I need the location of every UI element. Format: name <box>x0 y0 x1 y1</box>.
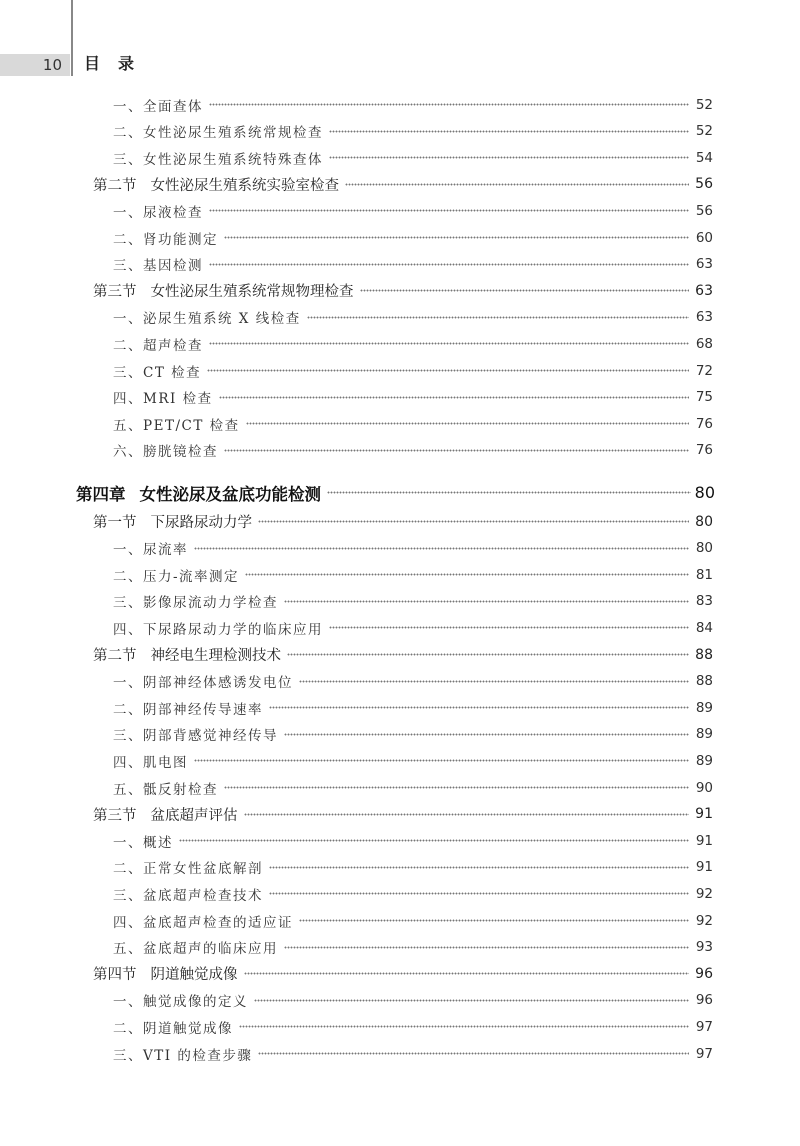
toc-entry-title <box>93 511 252 532</box>
dot-leader <box>244 972 690 975</box>
toc-entry-title <box>93 644 281 665</box>
dot-leader <box>244 813 690 816</box>
dot-leader <box>269 892 689 895</box>
toc-item[interactable] <box>0 827 800 854</box>
toc-item[interactable] <box>0 224 800 251</box>
toc-page-number: 88 <box>695 646 713 663</box>
toc-page-number: 96 <box>695 965 713 982</box>
toc-page-number: 72 <box>695 362 713 379</box>
toc-entry-title: 五、PET/CT 检查 <box>113 417 240 434</box>
toc-entry-title: 一、尿液检查 <box>113 204 203 221</box>
toc-page-number: 81 <box>695 566 713 583</box>
dot-leader <box>360 289 690 292</box>
toc-entry-title: 五、盆底超声的临床应用 <box>113 941 278 958</box>
toc-page-number: 96 <box>695 992 713 1009</box>
toc-item[interactable] <box>0 1040 800 1067</box>
toc-entry-title <box>76 481 321 505</box>
dot-leader <box>299 680 689 683</box>
toc-page-number: 60 <box>695 229 713 246</box>
toc-entry-title: 四、MRI 检查 <box>113 391 213 408</box>
dot-leader <box>224 236 689 239</box>
dot-leader <box>327 491 691 494</box>
dot-leader <box>329 156 689 159</box>
dot-leader <box>209 342 689 345</box>
toc-item[interactable] <box>0 588 800 615</box>
dot-leader <box>179 839 689 842</box>
toc-item[interactable] <box>0 410 800 437</box>
toc-entry-title: 三、女性泌尿生殖系统特殊查体 <box>113 151 323 168</box>
toc-page-number: 80 <box>695 513 713 530</box>
toc-entry-title: 二、女性泌尿生殖系统常规检查 <box>113 125 323 142</box>
toc-item[interactable] <box>0 357 800 384</box>
toc-page-number: 76 <box>695 415 713 432</box>
dot-leader <box>194 759 689 762</box>
toc-page-number: 75 <box>695 389 713 406</box>
toc-page-number: 92 <box>695 912 713 929</box>
dot-leader <box>207 369 689 372</box>
toc-entry-title: 三、CT 检查 <box>113 364 202 381</box>
toc-entry-number: 第三节 <box>93 284 137 301</box>
toc-item[interactable] <box>0 330 800 357</box>
toc-entry-title: 二、阴道触觉成像 <box>113 1020 233 1037</box>
dot-leader <box>209 263 689 266</box>
toc-item[interactable] <box>0 694 800 721</box>
toc-entry-title: 二、超声检查 <box>113 337 203 354</box>
toc-entry-number: 第四节 <box>93 967 137 984</box>
dot-leader <box>209 103 689 106</box>
toc-page-number: 83 <box>695 593 713 610</box>
toc-entry-label: 女性泌尿及盆底功能检测 <box>139 484 321 504</box>
toc-page-number: 89 <box>695 752 713 769</box>
toc-page-number: 52 <box>695 96 713 113</box>
dot-leader <box>258 520 689 523</box>
toc-page-number: 84 <box>695 619 713 636</box>
toc-item[interactable] <box>0 907 800 934</box>
toc-entry-title: 二、正常女性盆底解剖 <box>113 861 263 878</box>
toc-page-number: 76 <box>695 442 713 459</box>
toc-entry-title: 二、阴部神经传导速率 <box>113 701 263 718</box>
toc-page-number: 93 <box>695 939 713 956</box>
toc-page-number: 80 <box>694 483 715 503</box>
toc-item[interactable] <box>0 384 800 411</box>
toc-entry-title: 三、VTI 的检查步骤 <box>113 1047 253 1064</box>
toc-entry-title <box>93 963 238 984</box>
toc-item[interactable] <box>0 721 800 748</box>
toc-page-number: 63 <box>695 282 713 299</box>
toc-page-number: 97 <box>695 1045 713 1062</box>
toc-entry-title: 四、下尿路尿动力学的临床应用 <box>113 621 323 638</box>
toc-section[interactable] <box>0 277 800 304</box>
toc-entry-label: 下尿路尿动力学 <box>150 515 252 531</box>
dot-leader <box>299 919 689 922</box>
toc-item[interactable] <box>0 535 800 562</box>
toc-page-number: 89 <box>695 726 713 743</box>
toc-item[interactable] <box>0 437 800 464</box>
dot-leader <box>258 1052 689 1055</box>
toc-entry-title: 二、肾功能测定 <box>113 231 218 248</box>
toc-page-number: 91 <box>695 859 713 876</box>
toc-page-number: 90 <box>695 779 713 796</box>
running-title: 目录 <box>84 54 153 73</box>
dot-leader <box>224 786 689 789</box>
toc-entry-title <box>93 174 339 195</box>
dot-leader <box>245 573 689 576</box>
page-number: 10 <box>0 54 70 76</box>
toc-entry-title: 三、影像尿流动力学检查 <box>113 595 278 612</box>
toc-entry-label: 神经电生理检测技术 <box>150 648 281 664</box>
toc-entry-number: 第四章 <box>76 484 126 504</box>
toc-entry-title: 一、概述 <box>113 834 173 851</box>
toc-entry-label: 女性泌尿生殖系统常规物理检查 <box>150 284 354 301</box>
toc-page-number: 80 <box>695 540 713 557</box>
toc-entry-number: 第二节 <box>93 648 137 664</box>
dot-leader <box>329 626 689 629</box>
toc-entry-title: 一、触觉成像的定义 <box>113 994 248 1011</box>
toc-entry-title: 三、盆底超声检查技术 <box>113 887 263 904</box>
dot-leader <box>329 130 689 133</box>
toc-entry-title: 三、阴部背感觉神经传导 <box>113 728 278 745</box>
toc-page-number: 97 <box>695 1018 713 1035</box>
toc-entry-title: 六、膀胱镜检查 <box>113 444 218 461</box>
toc-item[interactable] <box>0 668 800 695</box>
toc-item[interactable] <box>0 561 800 588</box>
toc-entry-number: 第一节 <box>93 515 137 531</box>
toc-item[interactable] <box>0 144 800 171</box>
toc-section[interactable] <box>0 508 800 535</box>
toc-item[interactable] <box>0 251 800 278</box>
dot-leader <box>269 706 689 709</box>
dot-leader <box>224 449 689 452</box>
toc-item[interactable] <box>0 880 800 907</box>
toc-entry-number: 第二节 <box>93 177 137 194</box>
dot-leader <box>269 866 689 869</box>
toc-entry-title <box>93 804 238 825</box>
toc-entry-title: 四、盆底超声检查的适应证 <box>113 914 293 931</box>
dot-leader <box>284 733 689 736</box>
toc-item[interactable] <box>0 747 800 774</box>
dot-leader <box>246 422 689 425</box>
toc-item[interactable] <box>0 304 800 331</box>
dot-leader <box>254 999 689 1002</box>
dot-leader <box>219 396 689 399</box>
toc-entry-title: 五、骶反射检查 <box>113 781 218 798</box>
toc-page-number: 92 <box>695 885 713 902</box>
toc-entry-title: 二、压力-流率测定 <box>113 568 240 585</box>
toc-entry-title: 三、基因检测 <box>113 258 203 275</box>
header-divider <box>71 0 73 76</box>
toc-section[interactable] <box>0 801 800 828</box>
toc-entry-title: 一、尿流率 <box>113 542 188 559</box>
toc-page-number: 63 <box>695 256 713 273</box>
toc-entry-title: 一、泌尿生殖系统 X 线检查 <box>113 311 301 328</box>
toc-entry-title: 一、阴部神经体感诱发电位 <box>113 675 293 692</box>
toc-item[interactable] <box>0 118 800 145</box>
toc-page-number: 91 <box>695 832 713 849</box>
toc-page-number: 91 <box>695 806 713 823</box>
dot-leader <box>284 946 689 949</box>
toc-page-number: 52 <box>695 123 713 140</box>
toc-section[interactable] <box>0 641 800 668</box>
dot-leader <box>194 547 689 550</box>
toc-section[interactable] <box>0 960 800 987</box>
toc-item[interactable] <box>0 774 800 801</box>
dot-leader <box>287 653 689 656</box>
toc-entry-label: 阴道触觉成像 <box>150 967 238 984</box>
toc-entry-label: 女性泌尿生殖系统实验室检查 <box>150 177 339 194</box>
toc-item[interactable] <box>0 614 800 641</box>
dot-leader <box>307 316 689 319</box>
toc-entry-title: 一、全面查体 <box>113 98 203 115</box>
toc-page-number: 56 <box>695 176 713 193</box>
toc-page-number: 56 <box>695 202 713 219</box>
toc-page-number: 63 <box>695 309 713 326</box>
toc-item[interactable] <box>0 854 800 881</box>
dot-leader <box>345 183 689 186</box>
toc-page-number: 88 <box>695 673 713 690</box>
toc-section[interactable] <box>0 171 800 198</box>
toc-entry-number: 第三节 <box>93 807 137 824</box>
toc-item[interactable] <box>0 1013 800 1040</box>
toc-item[interactable] <box>0 91 800 118</box>
dot-leader <box>284 600 689 603</box>
toc-item[interactable] <box>0 987 800 1014</box>
toc-page-number: 89 <box>695 699 713 716</box>
toc-item[interactable] <box>0 197 800 224</box>
dot-leader <box>239 1025 689 1028</box>
toc-page-number: 54 <box>695 149 713 166</box>
toc-entry-title <box>93 280 354 301</box>
toc-item[interactable] <box>0 934 800 961</box>
toc-entry-label: 盆底超声评估 <box>150 807 238 824</box>
toc-entry-title: 四、肌电图 <box>113 754 188 771</box>
toc-chapter[interactable] <box>0 479 800 506</box>
toc-page-number: 68 <box>695 335 713 352</box>
dot-leader <box>209 209 689 212</box>
